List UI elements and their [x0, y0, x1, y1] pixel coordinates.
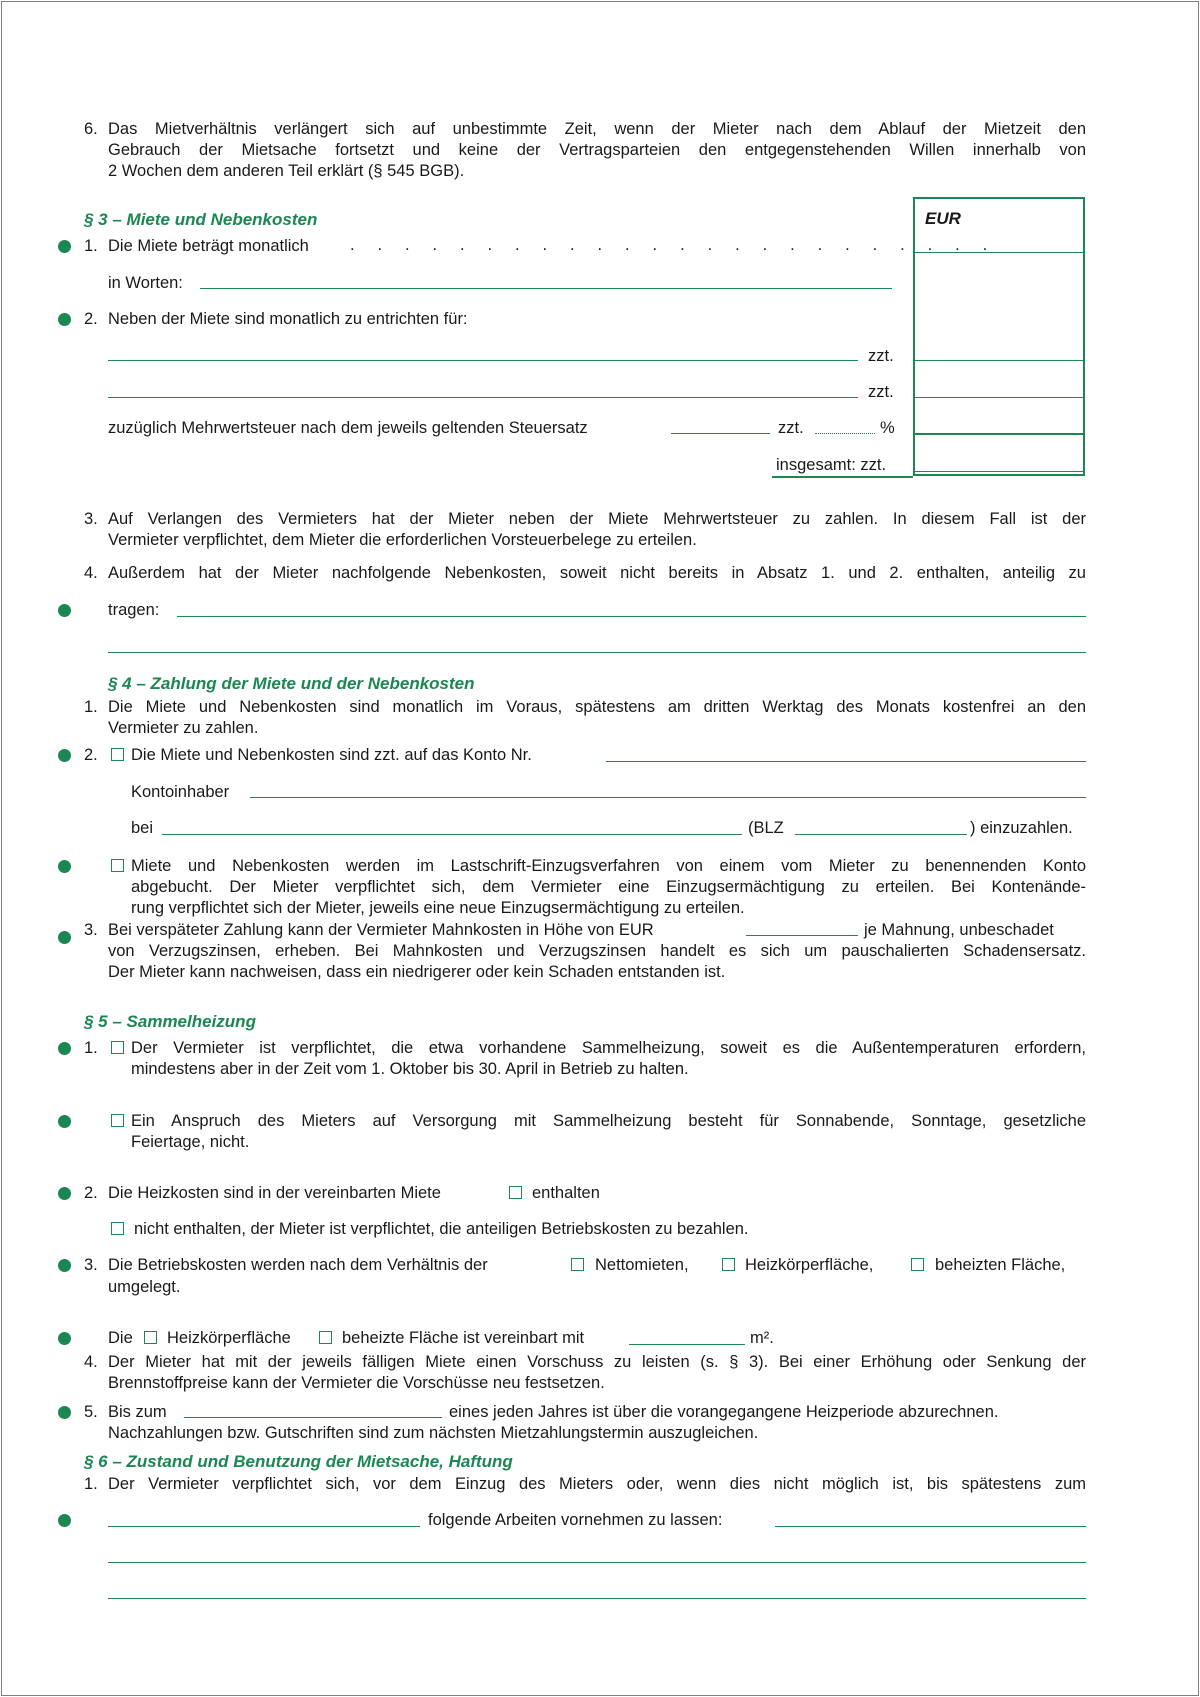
item-number: 6. [84, 120, 98, 138]
item-number: 2. [84, 310, 98, 328]
item-number: 3. [84, 921, 98, 939]
paragraph-line: Gebrauch der Mietsache fortsetzt und keine der Vertragsparteien den entgegenstehenden Willen innerhalb von [108, 141, 1086, 159]
the-label: Die [108, 1329, 133, 1347]
cost-item-field-2[interactable] [108, 397, 858, 398]
bullet-marker [58, 313, 71, 326]
cost-item-field-1[interactable] [108, 360, 858, 361]
account-label: Die Miete und Nebenkosten sind zzt. auf das Konto Nr. [131, 746, 532, 764]
other-costs-field-1[interactable] [177, 616, 1086, 617]
paragraph-line: mindestens aber in der Zeit vom 1. Oktober bis 30. April in Betrieb zu halten. [131, 1060, 689, 1078]
blz-label: (BLZ [748, 819, 784, 837]
net-rents-label: Nettomieten, [595, 1256, 689, 1274]
bank-label: bei [131, 819, 154, 837]
paragraph-late-fee [108, 941, 1086, 983]
paragraph-line: von Verzugszinsen, erheben. Bei Mahnkosten und Verzugszinsen handelt es sich um pauschalierten Schadensersatz. [108, 942, 1086, 960]
tragen-label: tragen: [108, 601, 160, 619]
heated-area-label: beheizten Fläche, [935, 1256, 1066, 1274]
vat-label: zuzüglich Mehrwertsteuer nach dem jeweils geltenden Steuersatz [108, 419, 588, 437]
section-heading-6: § 6 – Zustand und Benutzung der Mietsache, Haftung [84, 1452, 513, 1471]
included-label: enthalten [532, 1184, 600, 1202]
square-meter-unit: m². [750, 1329, 774, 1347]
heated-area-agreed-checkbox[interactable] [319, 1331, 332, 1344]
paragraph-line: Vermieter zu zahlen. [108, 719, 259, 737]
works-label: folgende Arbeiten vornehmen zu lassen: [428, 1511, 723, 1529]
works-field-1[interactable] [775, 1526, 1086, 1527]
account-number-field[interactable] [606, 761, 1086, 762]
zzt-label: zzt. [868, 383, 894, 401]
late-fee-field[interactable] [746, 935, 858, 936]
bullet-marker [58, 749, 71, 762]
bullet-marker [58, 931, 71, 944]
paragraph-line: Der Mieter kann nachweisen, dass ein niedrigerer oder kein Schaden entstanden ist. [108, 963, 726, 981]
billing-date-field[interactable] [184, 1417, 442, 1418]
paragraph-line: Der Vermieter ist verpflichtet, die etwa vorhandene Sammelheizung, soweit es die Außentemperaturen erfordern, [131, 1039, 1086, 1057]
account-holder-label: Kontoinhaber [131, 783, 230, 801]
paragraph-payment-due [108, 697, 1086, 739]
bullet-marker [58, 1406, 71, 1419]
late-fee-label: Bei verspäteter Zahlung kann der Vermieter Mahnkosten in Höhe von EUR [108, 921, 654, 939]
no-heating-weekends-checkbox[interactable] [111, 1114, 124, 1127]
bullet-marker [58, 240, 71, 253]
rent-label: Die Miete beträgt monatlich [108, 237, 309, 255]
paragraph-line: Ein Anspruch des Mieters auf Versorgung mit Sammelheizung besteht für Sonnabende, Sonntage, gesetzliche [131, 1112, 1086, 1130]
section-heading-4: § 4 – Zahlung der Miete und der Nebenkosten [108, 674, 475, 693]
item-number: 2. [84, 746, 98, 764]
bank-name-field[interactable] [162, 834, 742, 835]
vat-percent-field[interactable] [815, 433, 875, 434]
paragraph-line: Die Miete und Nebenkosten sind monatlich im Voraus, spätestens am dritten Werktag des Monats kostenfrei an den [108, 698, 1086, 716]
paragraph-line: Das Mietverhältnis verlängert sich auf unbestimmte Zeit, wenn der Mieter nach dem Ablauf der Mietzeit den [108, 120, 1086, 138]
radiator-area-agreed-checkbox[interactable] [144, 1331, 157, 1344]
operating-costs-label: Die Betriebskosten werden nach dem Verhältnis der [108, 1256, 488, 1274]
paragraph-line: rung verpflichtet sich der Mieter, jeweils eine neue Einzugsermächtigung zu erteilen. [131, 899, 745, 917]
bullet-marker [58, 1259, 71, 1272]
bullet-marker [58, 1115, 71, 1128]
settlement-label: Nachzahlungen bzw. Gutschriften sind zum nächsten Mietzahlungstermin auszugleichen. [108, 1424, 759, 1442]
area-value-field[interactable] [629, 1344, 745, 1345]
bullet-marker [58, 1042, 71, 1055]
paragraph-line: Der Mieter hat mit der jeweils fälligen Miete einen Vorschuss zu leisten (s. § 3). Bei einer Erhöhung oder Senkung der [108, 1353, 1086, 1371]
vat-rate-field[interactable] [671, 433, 770, 434]
item-number: 2. [84, 1184, 98, 1202]
net-rents-checkbox[interactable] [571, 1258, 584, 1271]
item-number: 4. [84, 564, 98, 582]
paragraph-vat-request [108, 509, 1086, 551]
heating-not-included-checkbox[interactable] [111, 1222, 124, 1235]
paragraph-landlord-works [108, 1474, 1086, 1495]
bullet-marker [58, 860, 71, 873]
heated-area-agreed-label: beheizte Fläche ist vereinbart mit [342, 1329, 585, 1347]
paragraph-direct-debit [131, 856, 1086, 919]
paragraph-line: Auf Verlangen des Vermieters hat der Mieter neben der Miete Mehrwertsteuer zu zahlen. In diesem Fall ist der [108, 510, 1086, 528]
paragraph-line: 2 Wochen dem anderen Teil erklärt (§ 545 BGB). [108, 162, 465, 180]
section-heading-5: § 5 – Sammelheizung [84, 1012, 256, 1031]
until-label: Bis zum [108, 1403, 167, 1421]
eur-field-cost-1[interactable] [913, 360, 1085, 361]
paragraph-line: Vermieter verpflichtet, dem Mieter die erforderlichen Vorsteuerbelege zu erteilen. [108, 531, 697, 549]
bullet-marker [58, 1332, 71, 1345]
pay-in-label: ) einzuzahlen. [970, 819, 1073, 837]
account-holder-field[interactable] [250, 797, 1086, 798]
paragraph-line: Miete und Nebenkosten werden im Lastschrift-Einzugsverfahren von einem vom Mieter zu benennenden Konto [131, 857, 1086, 875]
paragraph-line: abgebucht. Der Mieter verpflichtet sich, dem Vermieter eine Einzugsermächtigung zu erteilen. Bei Kontenände- [131, 878, 1086, 896]
paragraph-line: Der Vermieter verpflichtet sich, vor dem Einzug des Mieters oder, wenn dies nicht möglich ist, bis spätestens zum [108, 1475, 1086, 1493]
radiator-area-checkbox[interactable] [722, 1258, 735, 1271]
blz-field[interactable] [795, 834, 967, 835]
heating-costs-label: Die Heizkosten sind in der vereinbarten Miete [108, 1184, 441, 1202]
paragraph-other-costs [108, 563, 1086, 584]
heated-area-checkbox[interactable] [911, 1258, 924, 1271]
paragraph-heating-duty [131, 1038, 1086, 1080]
works-deadline-field[interactable] [108, 1526, 420, 1527]
in-words-label: in Worten: [108, 274, 183, 292]
item-number: 3. [84, 510, 98, 528]
paragraph-advance-payment [108, 1352, 1086, 1394]
bullet-marker [58, 1514, 71, 1527]
item-number: 5. [84, 1403, 98, 1421]
eur-label: EUR [925, 209, 961, 228]
late-fee-suffix: je Mahnung, unbeschadet [864, 921, 1054, 939]
paragraph-line: Außerdem hat der Mieter nachfolgende Nebenkosten, soweit nicht bereits in Absatz 1. und 2. enthalten, anteilig zu [108, 564, 1086, 582]
works-field-2[interactable] [108, 1562, 1086, 1563]
works-field-3[interactable] [108, 1598, 1086, 1599]
additional-costs-label: Neben der Miete sind monatlich zu entrichten für: [108, 310, 468, 328]
other-costs-field-2[interactable] [108, 652, 1086, 653]
billing-suffix-label: eines jeden Jahres ist über die vorangegangene Heizperiode abzurechnen. [449, 1403, 999, 1421]
not-included-label: nicht enthalten, der Mieter ist verpflichtet, die anteiligen Betriebskosten zu bezahlen. [134, 1220, 749, 1238]
bullet-marker [58, 604, 71, 617]
eur-field-total[interactable] [913, 471, 1085, 472]
paragraph-line: Feiertage, nicht. [131, 1133, 250, 1151]
eur-field-vat[interactable] [913, 433, 1085, 435]
zzt-label: zzt. [778, 419, 804, 437]
radiator-area-label: Heizkörperfläche, [745, 1256, 874, 1274]
allocated-label: umgelegt. [108, 1278, 181, 1296]
item-number: 1. [84, 698, 98, 716]
total-label: insgesamt: zzt. [776, 456, 887, 474]
item-number: 1. [84, 1475, 98, 1493]
eur-field-cost-2[interactable] [913, 397, 1085, 398]
direct-debit-checkbox[interactable] [111, 859, 124, 872]
paragraph-line: Brennstoffpreise kann der Vermieter die Vorschüsse neu festsetzen. [108, 1374, 605, 1392]
item-number: 4. [84, 1353, 98, 1371]
item-number: 1. [84, 237, 98, 255]
dot-leader: . . . . . . . . . . . . . . . . . . . . . . . . [350, 236, 988, 254]
heating-included-checkbox[interactable] [509, 1186, 522, 1199]
zzt-label: zzt. [868, 347, 894, 365]
heating-duty-checkbox[interactable] [111, 1041, 124, 1054]
paragraph-extension [108, 119, 1086, 182]
bank-transfer-checkbox[interactable] [111, 748, 124, 761]
radiator-area-label: Heizkörperfläche [167, 1329, 291, 1347]
paragraph-no-heating-claim [131, 1111, 1086, 1153]
in-words-field[interactable] [200, 288, 892, 289]
percent-sign: % [880, 419, 895, 437]
item-number: 3. [84, 1256, 98, 1274]
total-underline [772, 476, 913, 478]
bullet-marker [58, 1187, 71, 1200]
item-number: 1. [84, 1039, 98, 1057]
section-heading-3: § 3 – Miete und Nebenkosten [84, 210, 318, 229]
